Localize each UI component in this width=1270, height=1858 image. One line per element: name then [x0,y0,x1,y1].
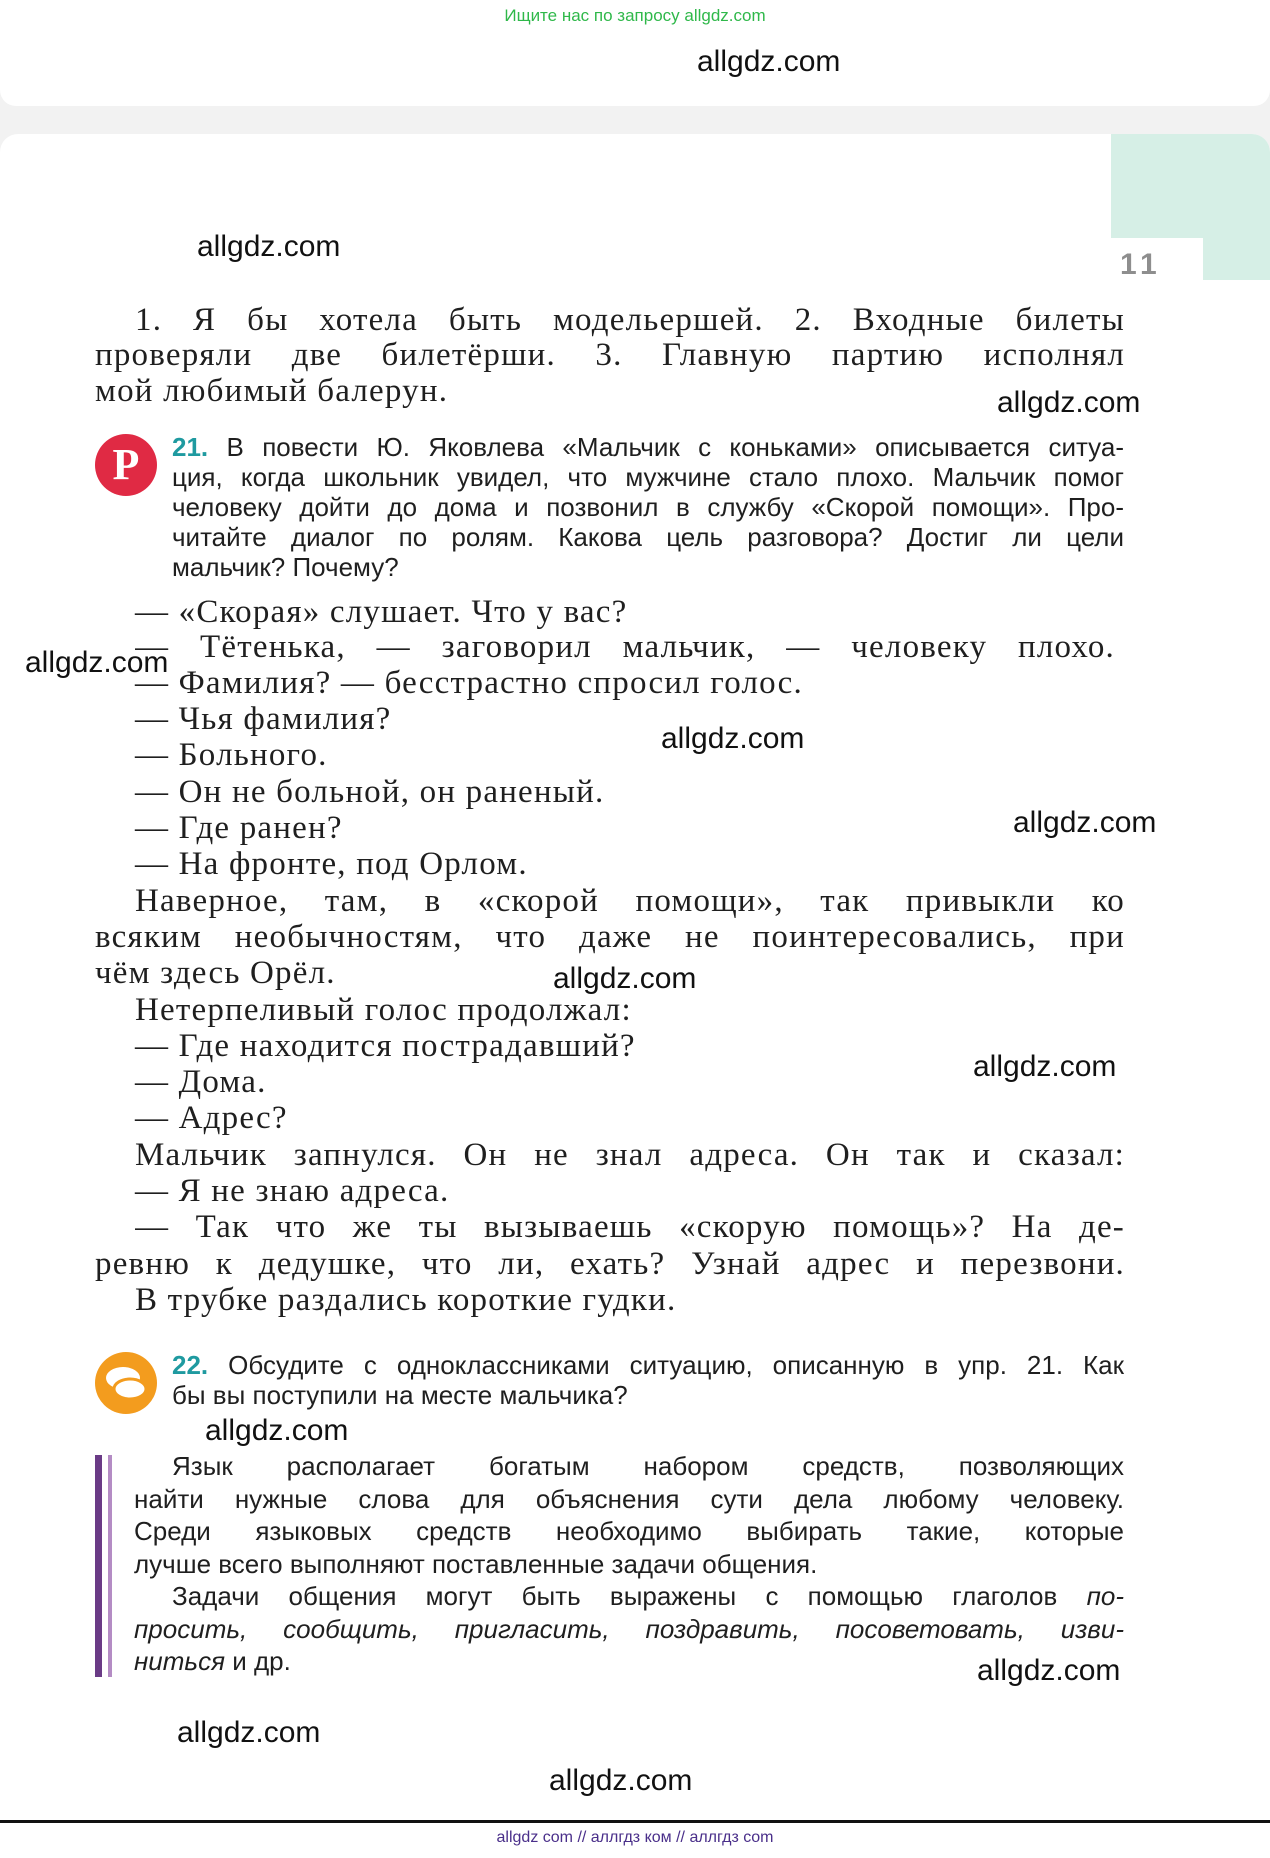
task-22-line: бы вы поступили на месте мальчика? [172,1380,628,1410]
watermark: allgdz.com [553,962,697,995]
exercise-text-line: проверяли две билетёрши. 3. Главную партию исполнял [95,337,1125,373]
task-21-line: 21. В повести Ю. Яковлева «Мальчик с коньками» описывается ситуа- [172,432,1124,462]
rule-line: найти нужные слова для объяснения сути дела любому человеку. [134,1484,1124,1514]
task-22-number: 22. [172,1350,209,1380]
dialogue-line: В трубке раздались короткие гудки. [135,1282,677,1318]
dialogue-line: ревню к дедушке, что ли, ехать? Узнай адрес и перезвони. [95,1246,1125,1282]
watermark: allgdz.com [997,386,1141,419]
dialogue-line: — Чья фамилия? [135,701,392,737]
dialogue-line: — Где находится пострадавший? [135,1028,636,1064]
watermark: allgdz.com [977,1654,1121,1687]
dialogue-line: — Фамилия? — бесстрастно спросил голос. [135,665,803,701]
top-banner-text: Ищите нас по запросу allgdz.com [504,6,766,25]
rule-line: просить, сообщить, пригласить, поздравить, посоветовать, изви- [134,1614,1124,1644]
watermark: allgdz.com [549,1764,693,1797]
rule-line: ниться и др. [134,1646,291,1676]
watermark: allgdz.com [661,722,805,755]
dialogue-line: — Я не знаю адреса. [135,1173,450,1209]
rule-box-bar [95,1455,102,1677]
exercise-text-line: мой любимый балерун. [95,373,449,409]
dialogue-line: — Больного. [135,737,328,773]
task-21-line: мальчик? Почему? [172,552,399,582]
dialogue-line: — Тётенька, — заговорил мальчик, — человеку плохо. [135,629,1115,665]
header-card [0,34,1270,106]
dialogue-line: Мальчик запнулся. Он не знал адреса. Он так и сказал: [135,1137,1125,1173]
dialogue-line: Наверное, там, в «скорой помощи», так привыкли ко [135,883,1125,919]
discussion-icon [95,1352,157,1414]
dialogue-line: — Он не больной, он раненый. [135,774,605,810]
rule-line: лучше всего выполняют поставленные задачи общения. [134,1549,818,1579]
footer [0,1823,1270,1858]
task-21-line: ция, когда школьник увидел, что мужчине стало плохо. Мальчик помог [172,462,1124,492]
dialogue-line: — На фронте, под Орлом. [135,846,528,882]
task-21-line: читайте диалог по ролям. Какова цель разговора? Достиг ли цели [172,522,1124,552]
dialogue-line: — Адрес? [135,1100,288,1136]
top-banner [0,0,1270,34]
dialogue-line: всяким необычностям, что даже не поинтересовались, при [95,919,1125,955]
task-22-line: 22. Обсудите с одноклассниками ситуацию, описанную в упр. 21. Как [172,1350,1124,1380]
rule-line: Язык располагает богатым набором средств, позволяющих [172,1451,1124,1481]
speech-badge-icon: Р [95,434,157,496]
page-number: 11 [1120,248,1162,281]
exercise-text-line: 1. Я бы хотела быть модельершей. 2. Входные билеты [135,302,1125,338]
watermark: allgdz.com [25,646,169,679]
footer-text: allgdz com // аллгдз ком // аллгдз com [496,1829,774,1846]
watermark: allgdz.com [973,1050,1117,1083]
task-21-line: человеку дойти до дома и позвонил в службу «Скорой помощи». Про- [172,492,1124,522]
dialogue-line: — Дома. [135,1064,267,1100]
dialogue-line: — «Скорая» слушает. Что у вас? [135,594,628,630]
dialogue-line: — Где ранен? [135,810,343,846]
dialogue-line: чём здесь Орёл. [95,955,336,991]
dialogue-line: Нетерпеливый голос продолжал: [135,992,632,1028]
dialogue-line: — Так что же ты вызываешь «скорую помощь»? На де- [135,1209,1125,1245]
task-21-number: 21. [172,432,209,462]
header-watermark: allgdz.com [697,45,841,78]
watermark: allgdz.com [197,230,341,263]
watermark: allgdz.com [205,1414,349,1447]
watermark: allgdz.com [1013,806,1157,839]
watermark: allgdz.com [177,1716,321,1749]
rule-line: Задачи общения могут быть выражены с помощью глаголов по- [172,1581,1124,1611]
rule-line: Среди языковых средств необходимо выбирать такие, которые [134,1516,1124,1546]
